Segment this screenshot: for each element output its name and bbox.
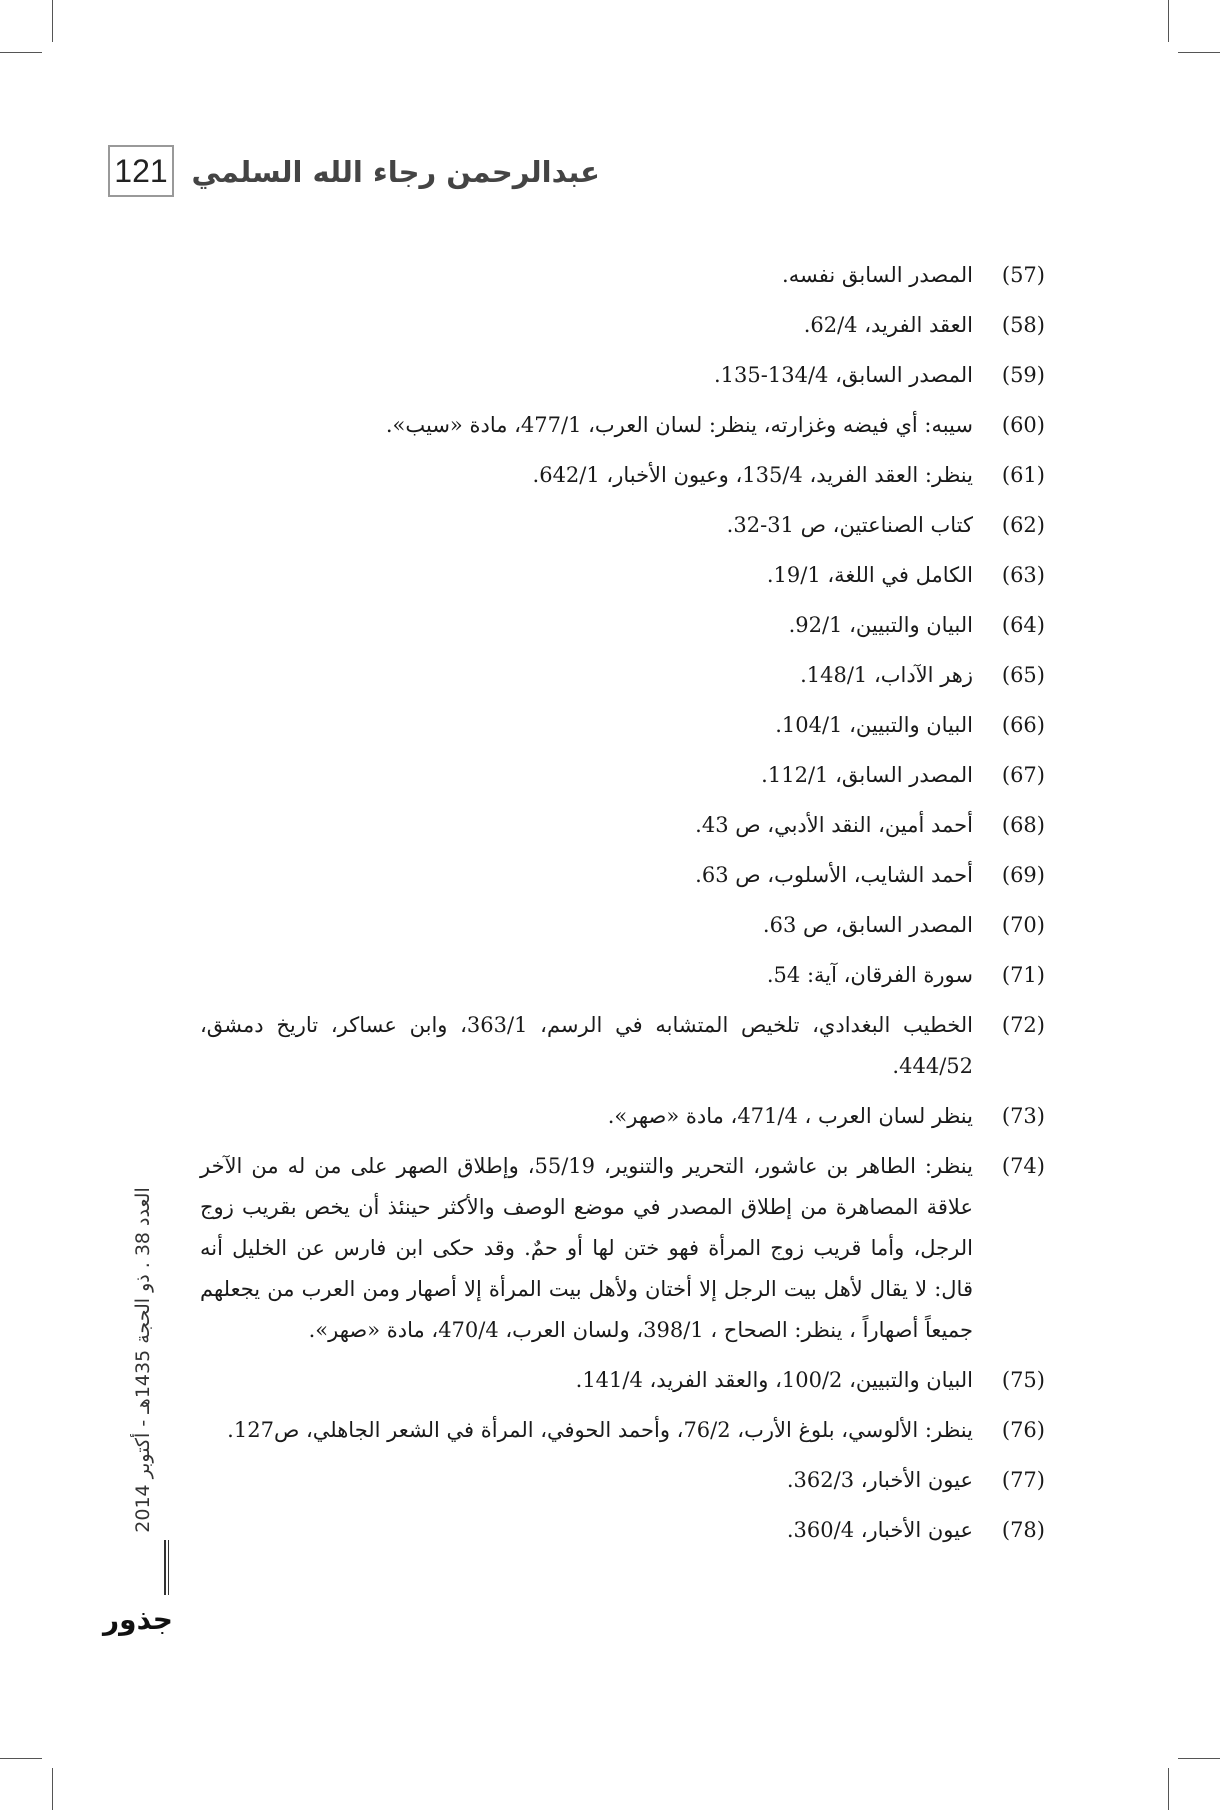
footnote-item (200, 355, 1045, 396)
footnote-text: عيون الأخبار، 362/3. (786, 1468, 973, 1492)
footnote-number: (57) (1001, 263, 1045, 287)
footnote-number: (77) (1001, 1468, 1045, 1492)
footnote-number: (63) (1001, 563, 1045, 587)
footnote-number: (66) (1001, 713, 1045, 737)
footnote-number: (72) (1001, 1013, 1045, 1037)
sidebar-rule (164, 1540, 166, 1595)
footnote-text: العقد الفريد، 62/4. (803, 313, 973, 337)
footnote-item (200, 505, 1045, 546)
footnote-number: (62) (1001, 513, 1045, 537)
crop-mark (0, 1758, 42, 1759)
footnote-text: أحمد الشايب، الأسلوب، ص 63. (695, 863, 973, 887)
running-header-author: عبدالرحمن رجاء الله السلمي (191, 155, 600, 189)
footnote-number: (61) (1001, 463, 1045, 487)
footnote-item (200, 405, 1045, 446)
footnote-item (200, 905, 1045, 946)
footnote-item (200, 655, 1045, 696)
footnote-text: الكامل في اللغة، 19/1. (766, 563, 973, 587)
footnote-text: البيان والتبيين، 92/1. (788, 613, 973, 637)
footnote-item (200, 1096, 1045, 1137)
footnote-number: (68) (1001, 813, 1045, 837)
footnote-text: سيبه: أي فيضه وغزارته، ينظر: لسان العرب، 477/1، مادة «سيب». (385, 413, 973, 437)
footnote-text: البيان والتبيين، 104/1. (775, 713, 973, 737)
footnote-item (200, 955, 1045, 996)
footnote-item (200, 1510, 1045, 1551)
crop-mark (52, 1768, 53, 1810)
issue-label: العدد 38 . ذو الحجة 1435هـ - أكتوبر 2014 (132, 1187, 154, 1533)
footnote-text: كتاب الصناعتين، ص 31-32. (726, 513, 973, 537)
journal-logo: جذور (103, 1603, 173, 1636)
crop-mark (1178, 1758, 1220, 1759)
footnote-text: ينظر: العقد الفريد، 135/4، وعيون الأخبار، 642/1. (532, 463, 973, 487)
footnote-number: (69) (1001, 863, 1045, 887)
footnote-number: (74) (1001, 1154, 1045, 1178)
footnote-number: (67) (1001, 763, 1045, 787)
footnote-item (200, 1460, 1045, 1501)
crop-mark (52, 0, 53, 42)
footnote-number: (70) (1001, 913, 1045, 937)
footnote-text: زهر الآداب، 148/1. (800, 663, 973, 687)
footnote-item (200, 805, 1045, 846)
footnote-item (200, 1005, 1045, 1087)
footnote-text: المصدر السابق، ص 63. (762, 913, 973, 937)
footnote-item (200, 855, 1045, 896)
footnote-number: (58) (1001, 313, 1045, 337)
footnote-text: المصدر السابق نفسه. (782, 263, 973, 287)
footnote-item (200, 455, 1045, 496)
crop-mark (1168, 0, 1169, 42)
footnote-number: (75) (1001, 1368, 1045, 1392)
footnote-item (200, 1146, 1045, 1351)
crop-mark (1168, 1768, 1169, 1810)
footnote-text: البيان والتبيين، 100/2، والعقد الفريد، 141/4. (575, 1368, 973, 1392)
footnote-number: (76) (1001, 1418, 1045, 1442)
footnote-item (200, 305, 1045, 346)
footnote-item (200, 1410, 1045, 1451)
sidebar-rule (168, 1540, 169, 1595)
footnote-item (200, 255, 1045, 296)
footnote-number: (73) (1001, 1104, 1045, 1128)
footnote-text: المصدر السابق، 112/1. (761, 763, 973, 787)
footnote-item (200, 555, 1045, 596)
footnote-text: ينظر لسان العرب ، 471/4، مادة «صهر». (607, 1104, 973, 1128)
footnote-number: (64) (1001, 613, 1045, 637)
footnote-text: ينظر: الألوسي، بلوغ الأرب، 76/2، وأحمد الحوفي، المرأة في الشعر الجاهلي، ص127. (227, 1418, 973, 1442)
footnote-number: (65) (1001, 663, 1045, 687)
footnote-item (200, 755, 1045, 796)
issue-sidebar (123, 1140, 163, 1580)
footnote-text: أحمد أمين، النقد الأدبي، ص 43. (695, 813, 973, 837)
footnote-text: المصدر السابق، 134/4-135. (713, 363, 973, 387)
footnote-text: ينظر: الطاهر بن عاشور، التحرير والتنوير، 55/19، وإطلاق الصهر على من له من الآخر علاقة المصاهرة من إطلاق المصدر في موضع الوصف والأكثر حينئذ أن يخص بقريب زوج الرجل، وأما قريب زوج المرأة فهو ختن لها أو حمٌ. وقد حكى ابن فارس عن الخليل أنه قال: لا يقال لأهل بيت الرجل إلا أختان ولأهل بيت المرأة إلا أصهار ومن العرب من يجعلهم جميعاً أصهاراً ، ينظر: الصحاح ، 398/1، ولسان العرب، 470/4، مادة «صهر». (200, 1154, 973, 1342)
crop-mark (0, 52, 42, 53)
footnote-number: (60) (1001, 413, 1045, 437)
footnote-text: الخطيب البغدادي، تلخيص المتشابه في الرسم، 363/1، وابن عساكر، تاريخ دمشق، 444/52. (200, 1013, 973, 1078)
crop-mark (1178, 52, 1220, 53)
footnote-text: عيون الأخبار، 360/4. (786, 1518, 973, 1542)
page-number: 121 (108, 145, 174, 197)
footnote-item (200, 605, 1045, 646)
footnote-item (200, 705, 1045, 746)
footnote-item (200, 1360, 1045, 1401)
footnote-number: (78) (1001, 1518, 1045, 1542)
footnotes-list (200, 255, 1045, 1560)
footnote-number: (71) (1001, 963, 1045, 987)
footnote-number: (59) (1001, 363, 1045, 387)
footnote-text: سورة الفرقان، آية: 54. (766, 963, 973, 987)
